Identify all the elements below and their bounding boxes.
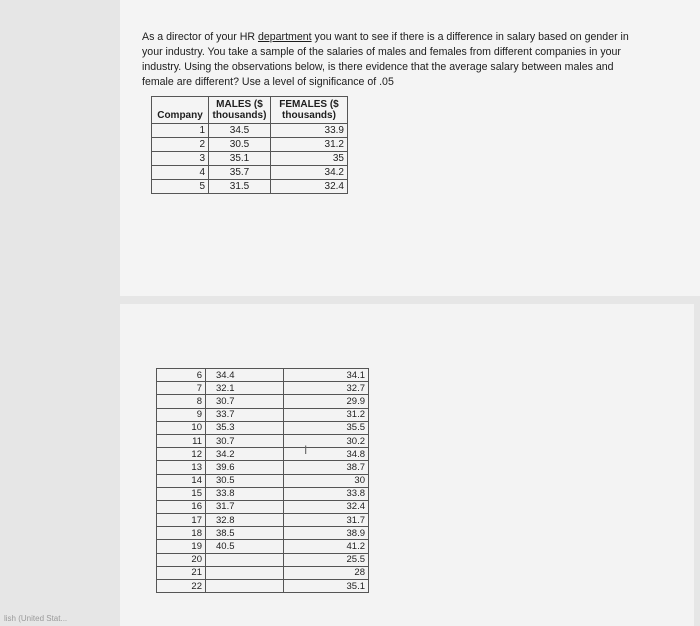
cell-company: 12 [157, 448, 206, 461]
cell-female-salary: 34.1 [284, 369, 369, 382]
cell-female-salary: 31.7 [284, 514, 369, 527]
cell-female-salary: 31.2 [284, 408, 369, 421]
cell-company: 5 [152, 180, 209, 194]
cell-male-salary: 31.5 [209, 180, 271, 194]
table-row [157, 395, 369, 408]
cell-company: 6 [157, 369, 206, 382]
table-row [157, 500, 369, 513]
cell-male-salary: 30.5 [206, 474, 284, 487]
cell-company: 8 [157, 395, 206, 408]
cell-female-salary: 33.9 [271, 124, 348, 138]
cell-male-salary [206, 566, 284, 579]
cell-company: 15 [157, 487, 206, 500]
cell-male-salary: 30.5 [209, 138, 271, 152]
cell-female-salary: 41.2 [284, 540, 369, 553]
cell-company: 21 [157, 566, 206, 579]
table-row [157, 474, 369, 487]
cell-company: 13 [157, 461, 206, 474]
table-header-row [152, 97, 348, 124]
cell-male-salary: 38.5 [206, 527, 284, 540]
cell-male-salary: 35.3 [206, 421, 284, 434]
cell-female-salary: 35.5 [284, 421, 369, 434]
salary-table-part2 [156, 368, 369, 593]
cell-female-salary: 35 [271, 152, 348, 166]
table-row [157, 527, 369, 540]
table-row [157, 448, 369, 461]
cell-company: 19 [157, 540, 206, 553]
cell-female-salary: 38.9 [284, 527, 369, 540]
header-females: FEMALES ($ thousands) [271, 97, 348, 124]
table-row [157, 553, 369, 566]
cell-company: 16 [157, 500, 206, 513]
cell-male-salary: 31.7 [206, 500, 284, 513]
header-males: MALES ($ thousands) [209, 97, 271, 124]
table-row [152, 180, 348, 194]
cell-male-salary: 30.7 [206, 395, 284, 408]
cell-female-salary: 29.9 [284, 395, 369, 408]
cell-female-salary: 30.2 [284, 434, 369, 447]
cell-male-salary [206, 553, 284, 566]
cell-company: 4 [152, 166, 209, 180]
table-row [157, 540, 369, 553]
cell-female-salary: 25.5 [284, 553, 369, 566]
question-part1: As a director of your HR [142, 31, 258, 43]
cell-male-salary: 35.7 [209, 166, 271, 180]
cell-male-salary: 40.5 [206, 540, 284, 553]
text-cursor-icon: I [304, 443, 308, 457]
cell-company: 3 [152, 152, 209, 166]
cell-female-salary: 34.8 [284, 448, 369, 461]
cell-female-salary: 33.8 [284, 487, 369, 500]
question-part2: you want to see if there is a difference in salary based on gender in your industry. You take a sample of the salaries of males and females from different companies in your industry. Using the observations below, is there evidence that the average salary between males and female are different? Use a level of significance of .05 [142, 31, 629, 88]
cell-male-salary: 39.6 [206, 461, 284, 474]
table-row [152, 138, 348, 152]
cell-male-salary: 33.7 [206, 408, 284, 421]
cell-male-salary: 30.7 [206, 434, 284, 447]
cell-company: 22 [157, 580, 206, 593]
table-row [157, 514, 369, 527]
cell-male-salary: 33.8 [206, 487, 284, 500]
table-row [157, 408, 369, 421]
cell-male-salary: 34.4 [206, 369, 284, 382]
cell-company: 14 [157, 474, 206, 487]
table-row [157, 434, 369, 447]
header-company: Company [152, 97, 209, 124]
cell-female-salary: 32.4 [271, 180, 348, 194]
cell-female-salary: 32.4 [284, 500, 369, 513]
footer-language: lish (United Stat... [4, 614, 68, 623]
table-row [157, 421, 369, 434]
cell-company: 7 [157, 382, 206, 395]
table-row [157, 580, 369, 593]
cell-male-salary: 32.1 [206, 382, 284, 395]
cell-company: 18 [157, 527, 206, 540]
cell-female-salary: 28 [284, 566, 369, 579]
cell-company: 10 [157, 421, 206, 434]
salary-table-part1 [151, 96, 348, 194]
cell-company: 11 [157, 434, 206, 447]
table-row [157, 566, 369, 579]
cell-male-salary [206, 580, 284, 593]
cell-female-salary: 31.2 [271, 138, 348, 152]
table-row [157, 487, 369, 500]
cell-female-salary: 34.2 [271, 166, 348, 180]
cell-company: 2 [152, 138, 209, 152]
table-row [157, 382, 369, 395]
cell-company: 20 [157, 553, 206, 566]
cell-male-salary: 34.2 [206, 448, 284, 461]
table-row [157, 369, 369, 382]
question-text [142, 30, 642, 90]
cell-female-salary: 38.7 [284, 461, 369, 474]
cell-female-salary: 32.7 [284, 382, 369, 395]
cell-company: 1 [152, 124, 209, 138]
table-row [152, 166, 348, 180]
cell-female-salary: 35.1 [284, 580, 369, 593]
cell-male-salary: 35.1 [209, 152, 271, 166]
cell-company: 17 [157, 514, 206, 527]
table-row [152, 152, 348, 166]
question-underlined-word: department [257, 31, 312, 43]
table-row [152, 124, 348, 138]
cell-male-salary: 32.8 [206, 514, 284, 527]
cell-company: 9 [157, 408, 206, 421]
cell-male-salary: 34.5 [209, 124, 271, 138]
table-row [157, 461, 369, 474]
cell-female-salary: 30 [284, 474, 369, 487]
